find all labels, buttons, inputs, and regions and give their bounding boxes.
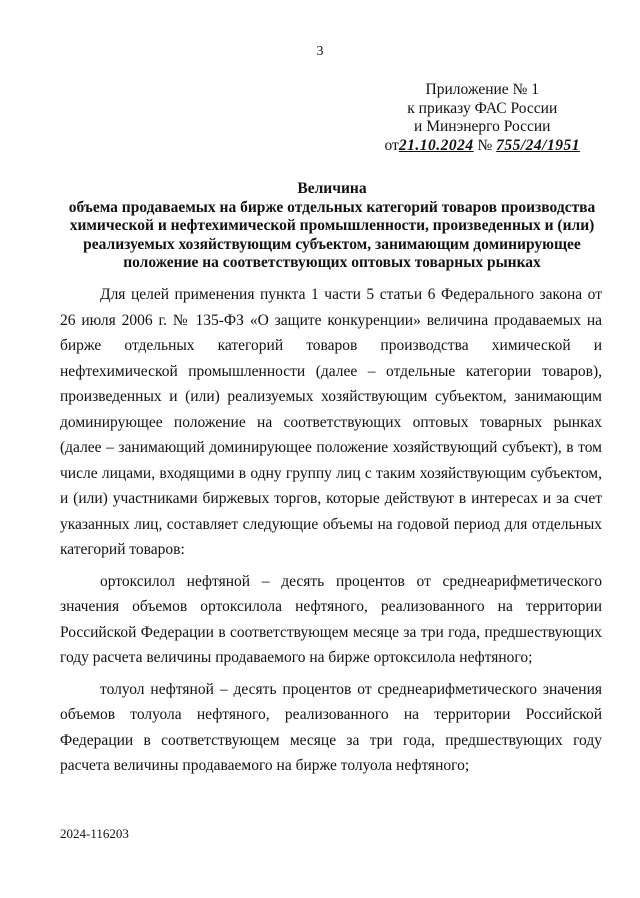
document-code: 2024-116203 bbox=[60, 826, 129, 841]
handwritten-date: 21.10.2024 bbox=[398, 136, 474, 154]
title-heading: Величина bbox=[297, 180, 367, 197]
body-paragraph: Для целей применения пункта 1 части 5 статьи 6 Федерального закона от 26 июля 2006 г. № 135-ФЗ «О защите конкуренции» величина продаваемых на бирже отдельных категорий товаров производства химической и нефтехимической промышленности (далее – отдельные категории товаров), произведенных и (или) реализуемых хозяйствующим субъектом, занимающим доминирующее положение на соответствующих оптовых товарных рынках (далее – занимающий доминирующее положение хозяйствующий субъект), в том числе лицами, входящими в одну группу лиц с таким хозяйствующим субъектом, и (или) участниками биржевых торгов, которые действуют в интересах и за счет указанных лиц, составляет следующие объемы на годовой период для отдельных категорий товаров: bbox=[60, 286, 602, 558]
appendix-date-line bbox=[385, 137, 581, 156]
appendix-order-line: к приказу ФАС России bbox=[407, 99, 558, 117]
document-title bbox=[62, 180, 602, 273]
page-number: 3 bbox=[316, 44, 324, 59]
handwritten-number: 755/24/1951 bbox=[496, 136, 580, 154]
appendix-line: Приложение № 1 bbox=[425, 81, 539, 98]
appendix-ministry-line: и Минэнерго России bbox=[414, 118, 551, 135]
appendix-block bbox=[385, 81, 581, 155]
document-body bbox=[60, 282, 602, 779]
number-prefix: № bbox=[477, 136, 493, 154]
title-line: химической и нефтехимической промышленности, произведенных и (или) bbox=[69, 217, 595, 235]
body-paragraph: ортоксилол нефтяной – десять процентов от среднеарифметического значения объемов ортоксилола нефтяного, реализованного на территории Российской Федерации в соответствующем месяце за три года, предшествующих году расчета величины продаваемого на бирже ортоксилола нефтяного; bbox=[60, 572, 602, 666]
title-line: реализуемых хозяйствующим субъектом, занимающим доминирующее bbox=[83, 235, 581, 253]
date-prefix: от bbox=[384, 136, 399, 154]
body-paragraph: толуол нефтяной – десять процентов от среднеарифметического значения объемов толуола нефтяного, реализованного на территории Российской Федерации в соответствующем месяце за три года, предшествующих году расчета величины продаваемого на бирже толуола нефтяного; bbox=[60, 680, 602, 774]
title-line: положение на соответствующих оптовых товарных рынках bbox=[123, 254, 541, 272]
title-line: объема продаваемых на бирже отдельных категорий товаров производства bbox=[68, 198, 596, 216]
